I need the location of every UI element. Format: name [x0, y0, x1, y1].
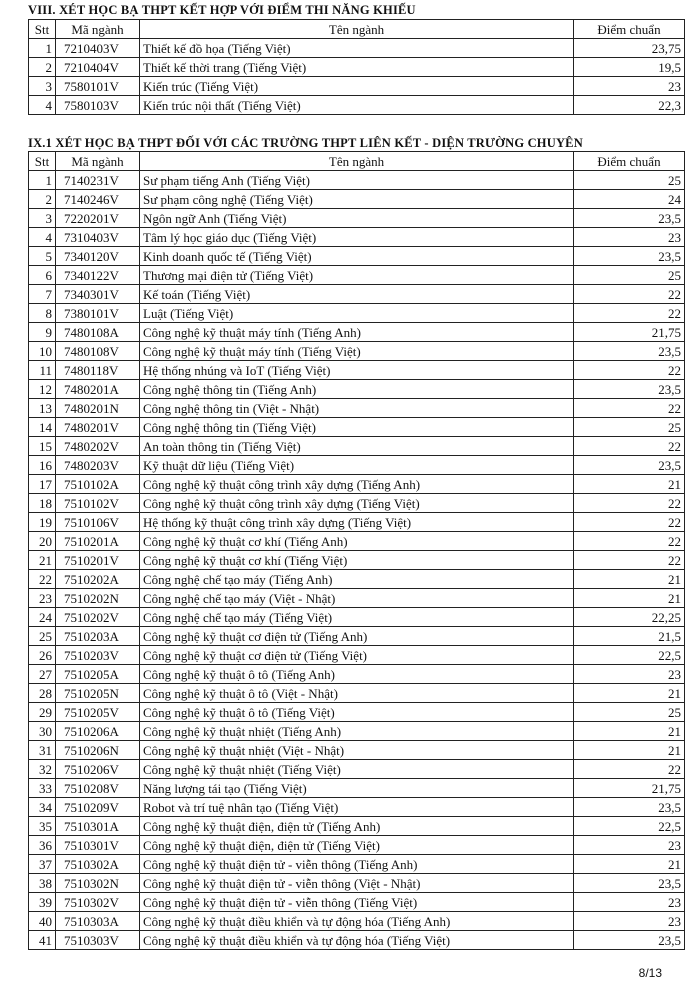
cell-code: 7580103V [56, 96, 140, 115]
cell-code: 7340301V [56, 285, 140, 304]
table-row [29, 551, 685, 570]
cell-name: Công nghệ chế tạo máy (Tiếng Việt) [140, 608, 574, 627]
section-title-ix1: IX.1 XÉT HỌC BẠ THPT ĐỐI VỚI CÁC TRƯỜNG THPT LIÊN KẾT - DIỆN TRƯỜNG CHUYÊN [28, 136, 583, 150]
header-stt: Stt [29, 152, 56, 171]
cell-name: Công nghệ chế tạo máy (Tiếng Anh) [140, 570, 574, 589]
cell-name: Công nghệ kỹ thuật cơ điện tử (Tiếng Việt) [140, 646, 574, 665]
cell-stt: 12 [29, 380, 56, 399]
cell-stt: 41 [29, 931, 56, 950]
table-section-ix1 [28, 151, 685, 950]
cell-stt: 37 [29, 855, 56, 874]
table-row [29, 836, 685, 855]
cell-score: 21,5 [574, 627, 685, 646]
cell-code: 7510201V [56, 551, 140, 570]
table-row [29, 665, 685, 684]
table-row [29, 285, 685, 304]
cell-score: 22 [574, 304, 685, 323]
cell-code: 7510302A [56, 855, 140, 874]
cell-stt: 36 [29, 836, 56, 855]
header-stt: Stt [29, 20, 56, 39]
cell-score: 22,5 [574, 817, 685, 836]
cell-stt: 22 [29, 570, 56, 589]
cell-name: An toàn thông tin (Tiếng Việt) [140, 437, 574, 456]
cell-name: Công nghệ thông tin (Tiếng Anh) [140, 380, 574, 399]
table-row [29, 589, 685, 608]
cell-score: 23 [574, 912, 685, 931]
table-row [29, 209, 685, 228]
cell-score: 21,75 [574, 779, 685, 798]
table-row [29, 361, 685, 380]
header-code: Mã ngành [56, 152, 140, 171]
cell-stt: 18 [29, 494, 56, 513]
table-row [29, 912, 685, 931]
table-header-row [29, 20, 685, 39]
cell-stt: 8 [29, 304, 56, 323]
cell-code: 7510302V [56, 893, 140, 912]
cell-name: Thiết kế đồ họa (Tiếng Việt) [140, 39, 574, 58]
cell-code: 7210404V [56, 58, 140, 77]
table-row [29, 77, 685, 96]
cell-name: Công nghệ kỹ thuật điều khiển và tự động hóa (Tiếng Việt) [140, 931, 574, 950]
cell-score: 23,5 [574, 798, 685, 817]
cell-score: 22 [574, 361, 685, 380]
cell-stt: 29 [29, 703, 56, 722]
cell-code: 7510303A [56, 912, 140, 931]
cell-name: Hệ thống nhúng và IoT (Tiếng Việt) [140, 361, 574, 380]
cell-stt: 34 [29, 798, 56, 817]
cell-stt: 3 [29, 77, 56, 96]
cell-stt: 4 [29, 96, 56, 115]
cell-code: 7510208V [56, 779, 140, 798]
cell-stt: 26 [29, 646, 56, 665]
cell-score: 23 [574, 77, 685, 96]
cell-name: Công nghệ kỹ thuật điều khiển và tự động hóa (Tiếng Anh) [140, 912, 574, 931]
cell-score: 22 [574, 513, 685, 532]
cell-code: 7510203V [56, 646, 140, 665]
cell-name: Công nghệ kỹ thuật nhiệt (Tiếng Anh) [140, 722, 574, 741]
header-name: Tên ngành [140, 152, 574, 171]
cell-code: 7310403V [56, 228, 140, 247]
cell-name: Công nghệ kỹ thuật máy tính (Tiếng Việt) [140, 342, 574, 361]
table-row [29, 931, 685, 950]
cell-score: 22 [574, 494, 685, 513]
cell-score: 22 [574, 399, 685, 418]
cell-code: 7510206N [56, 741, 140, 760]
cell-name: Robot và trí tuệ nhân tạo (Tiếng Việt) [140, 798, 574, 817]
cell-code: 7340122V [56, 266, 140, 285]
cell-code: 7510102A [56, 475, 140, 494]
cell-name: Công nghệ kỹ thuật điện, điện tử (Tiếng Việt) [140, 836, 574, 855]
cell-code: 7510206A [56, 722, 140, 741]
cell-score: 22 [574, 437, 685, 456]
table-row [29, 266, 685, 285]
table-row [29, 39, 685, 58]
cell-code: 7140246V [56, 190, 140, 209]
cell-score: 23 [574, 893, 685, 912]
cell-score: 25 [574, 703, 685, 722]
cell-code: 7480201A [56, 380, 140, 399]
header-score: Điểm chuẩn [574, 20, 685, 39]
cell-score: 23 [574, 665, 685, 684]
cell-score: 22 [574, 760, 685, 779]
cell-score: 23,5 [574, 209, 685, 228]
header-code: Mã ngành [56, 20, 140, 39]
cell-name: Công nghệ kỹ thuật cơ điện tử (Tiếng Anh) [140, 627, 574, 646]
cell-name: Công nghệ kỹ thuật ô tô (Tiếng Việt) [140, 703, 574, 722]
cell-name: Hệ thống kỹ thuật công trình xây dựng (Tiếng Việt) [140, 513, 574, 532]
table-row [29, 304, 685, 323]
cell-name: Công nghệ kỹ thuật điện tử - viễn thông (Tiếng Việt) [140, 893, 574, 912]
cell-score: 23,5 [574, 342, 685, 361]
table-row [29, 96, 685, 115]
cell-code: 7340120V [56, 247, 140, 266]
cell-stt: 7 [29, 285, 56, 304]
table-row [29, 418, 685, 437]
cell-stt: 10 [29, 342, 56, 361]
cell-stt: 23 [29, 589, 56, 608]
table-row [29, 570, 685, 589]
cell-name: Công nghệ thông tin (Việt - Nhật) [140, 399, 574, 418]
cell-stt: 6 [29, 266, 56, 285]
cell-code: 7510303V [56, 931, 140, 950]
cell-score: 23,5 [574, 931, 685, 950]
page-number: 8/13 [638, 966, 662, 980]
cell-code: 7510205A [56, 665, 140, 684]
cell-code: 7480202V [56, 437, 140, 456]
cell-stt: 28 [29, 684, 56, 703]
cell-score: 25 [574, 418, 685, 437]
cell-name: Công nghệ kỹ thuật máy tính (Tiếng Anh) [140, 323, 574, 342]
table-row [29, 342, 685, 361]
cell-code: 7480203V [56, 456, 140, 475]
table-row [29, 475, 685, 494]
cell-stt: 40 [29, 912, 56, 931]
cell-stt: 19 [29, 513, 56, 532]
cell-name: Kiến trúc (Tiếng Việt) [140, 77, 574, 96]
table-row [29, 399, 685, 418]
cell-stt: 3 [29, 209, 56, 228]
cell-code: 7510203A [56, 627, 140, 646]
cell-score: 21 [574, 741, 685, 760]
cell-stt: 27 [29, 665, 56, 684]
cell-name: Công nghệ thông tin (Tiếng Việt) [140, 418, 574, 437]
cell-stt: 5 [29, 247, 56, 266]
cell-code: 7510202V [56, 608, 140, 627]
cell-score: 21 [574, 589, 685, 608]
cell-stt: 4 [29, 228, 56, 247]
table-row [29, 646, 685, 665]
table-row [29, 627, 685, 646]
cell-name: Công nghệ kỹ thuật cơ khí (Tiếng Việt) [140, 551, 574, 570]
table-row [29, 190, 685, 209]
table-row [29, 58, 685, 77]
cell-code: 7380101V [56, 304, 140, 323]
cell-name: Công nghệ kỹ thuật ô tô (Việt - Nhật) [140, 684, 574, 703]
cell-code: 7510209V [56, 798, 140, 817]
cell-code: 7510102V [56, 494, 140, 513]
cell-name: Công nghệ kỹ thuật điện tử - viễn thông (Tiếng Anh) [140, 855, 574, 874]
table-row [29, 779, 685, 798]
cell-score: 21 [574, 722, 685, 741]
cell-code: 7510301V [56, 836, 140, 855]
cell-score: 22,5 [574, 646, 685, 665]
cell-score: 22,3 [574, 96, 685, 115]
table-row [29, 817, 685, 836]
table-row [29, 741, 685, 760]
cell-stt: 39 [29, 893, 56, 912]
cell-code: 7510302N [56, 874, 140, 893]
cell-code: 7510206V [56, 760, 140, 779]
cell-code: 7480108V [56, 342, 140, 361]
table-section-viii [28, 19, 685, 115]
cell-stt: 16 [29, 456, 56, 475]
cell-name: Luật (Tiếng Việt) [140, 304, 574, 323]
cell-score: 23,75 [574, 39, 685, 58]
cell-name: Công nghệ kỹ thuật công trình xây dựng (Tiếng Việt) [140, 494, 574, 513]
table-row [29, 171, 685, 190]
table-row [29, 494, 685, 513]
cell-name: Công nghệ kỹ thuật điện, điện tử (Tiếng Anh) [140, 817, 574, 836]
cell-name: Sư phạm công nghệ (Tiếng Việt) [140, 190, 574, 209]
table-row [29, 513, 685, 532]
cell-name: Công nghệ kỹ thuật nhiệt (Tiếng Việt) [140, 760, 574, 779]
table-row [29, 323, 685, 342]
cell-name: Kiến trúc nội thất (Tiếng Việt) [140, 96, 574, 115]
cell-score: 23,5 [574, 874, 685, 893]
table-row [29, 798, 685, 817]
cell-stt: 30 [29, 722, 56, 741]
table-row [29, 608, 685, 627]
cell-name: Kỹ thuật dữ liệu (Tiếng Việt) [140, 456, 574, 475]
cell-code: 7510205V [56, 703, 140, 722]
cell-code: 7510201A [56, 532, 140, 551]
cell-stt: 35 [29, 817, 56, 836]
table-row [29, 703, 685, 722]
cell-name: Công nghệ kỹ thuật điện tử - viễn thông (Việt - Nhật) [140, 874, 574, 893]
cell-name: Thương mại điện tử (Tiếng Việt) [140, 266, 574, 285]
cell-score: 22,25 [574, 608, 685, 627]
cell-code: 7580101V [56, 77, 140, 96]
table-row [29, 684, 685, 703]
cell-name: Công nghệ kỹ thuật công trình xây dựng (Tiếng Anh) [140, 475, 574, 494]
cell-stt: 32 [29, 760, 56, 779]
cell-stt: 15 [29, 437, 56, 456]
table-row [29, 893, 685, 912]
cell-stt: 33 [29, 779, 56, 798]
cell-name: Sư phạm tiếng Anh (Tiếng Việt) [140, 171, 574, 190]
cell-name: Năng lượng tái tạo (Tiếng Việt) [140, 779, 574, 798]
cell-score: 23,5 [574, 247, 685, 266]
cell-stt: 9 [29, 323, 56, 342]
cell-name: Ngôn ngữ Anh (Tiếng Việt) [140, 209, 574, 228]
table-row [29, 228, 685, 247]
header-score: Điểm chuẩn [574, 152, 685, 171]
table-body [29, 39, 685, 115]
cell-score: 25 [574, 266, 685, 285]
cell-name: Công nghệ kỹ thuật ô tô (Tiếng Anh) [140, 665, 574, 684]
cell-score: 21 [574, 855, 685, 874]
table-row [29, 532, 685, 551]
header-name: Tên ngành [140, 20, 574, 39]
cell-stt: 1 [29, 171, 56, 190]
cell-code: 7210403V [56, 39, 140, 58]
cell-score: 22 [574, 551, 685, 570]
table-body [29, 171, 685, 950]
cell-score: 21 [574, 684, 685, 703]
table-header-row [29, 152, 685, 171]
cell-name: Thiết kế thời trang (Tiếng Việt) [140, 58, 574, 77]
cell-name: Công nghệ kỹ thuật nhiệt (Việt - Nhật) [140, 741, 574, 760]
cell-stt: 2 [29, 190, 56, 209]
cell-name: Công nghệ chế tạo máy (Việt - Nhật) [140, 589, 574, 608]
cell-stt: 24 [29, 608, 56, 627]
cell-code: 7480201N [56, 399, 140, 418]
cell-stt: 17 [29, 475, 56, 494]
table-row [29, 855, 685, 874]
cell-score: 23,5 [574, 380, 685, 399]
cell-stt: 11 [29, 361, 56, 380]
cell-code: 7480118V [56, 361, 140, 380]
cell-stt: 25 [29, 627, 56, 646]
cell-stt: 31 [29, 741, 56, 760]
cell-code: 7510106V [56, 513, 140, 532]
table-row [29, 456, 685, 475]
cell-stt: 38 [29, 874, 56, 893]
table-row [29, 437, 685, 456]
cell-name: Kinh doanh quốc tế (Tiếng Việt) [140, 247, 574, 266]
table-row [29, 722, 685, 741]
cell-score: 21,75 [574, 323, 685, 342]
cell-name: Kế toán (Tiếng Việt) [140, 285, 574, 304]
cell-score: 23 [574, 228, 685, 247]
cell-name: Tâm lý học giáo dục (Tiếng Việt) [140, 228, 574, 247]
table-row [29, 380, 685, 399]
table-row [29, 760, 685, 779]
cell-stt: 14 [29, 418, 56, 437]
cell-score: 19,5 [574, 58, 685, 77]
cell-code: 7510202N [56, 589, 140, 608]
cell-score: 21 [574, 570, 685, 589]
cell-score: 22 [574, 285, 685, 304]
cell-code: 7480201V [56, 418, 140, 437]
cell-stt: 21 [29, 551, 56, 570]
cell-score: 21 [574, 475, 685, 494]
cell-code: 7510202A [56, 570, 140, 589]
table-row [29, 247, 685, 266]
cell-score: 23,5 [574, 456, 685, 475]
cell-code: 7510301A [56, 817, 140, 836]
cell-score: 24 [574, 190, 685, 209]
cell-code: 7510205N [56, 684, 140, 703]
cell-name: Công nghệ kỹ thuật cơ khí (Tiếng Anh) [140, 532, 574, 551]
table-row [29, 874, 685, 893]
cell-stt: 1 [29, 39, 56, 58]
cell-code: 7140231V [56, 171, 140, 190]
cell-stt: 13 [29, 399, 56, 418]
cell-score: 23 [574, 836, 685, 855]
section-title-viii: VIII. XÉT HỌC BẠ THPT KẾT HỢP VỚI ĐIỂM THI NĂNG KHIẾU [28, 3, 416, 17]
cell-stt: 2 [29, 58, 56, 77]
cell-score: 22 [574, 532, 685, 551]
cell-code: 7480108A [56, 323, 140, 342]
cell-score: 25 [574, 171, 685, 190]
cell-code: 7220201V [56, 209, 140, 228]
cell-stt: 20 [29, 532, 56, 551]
